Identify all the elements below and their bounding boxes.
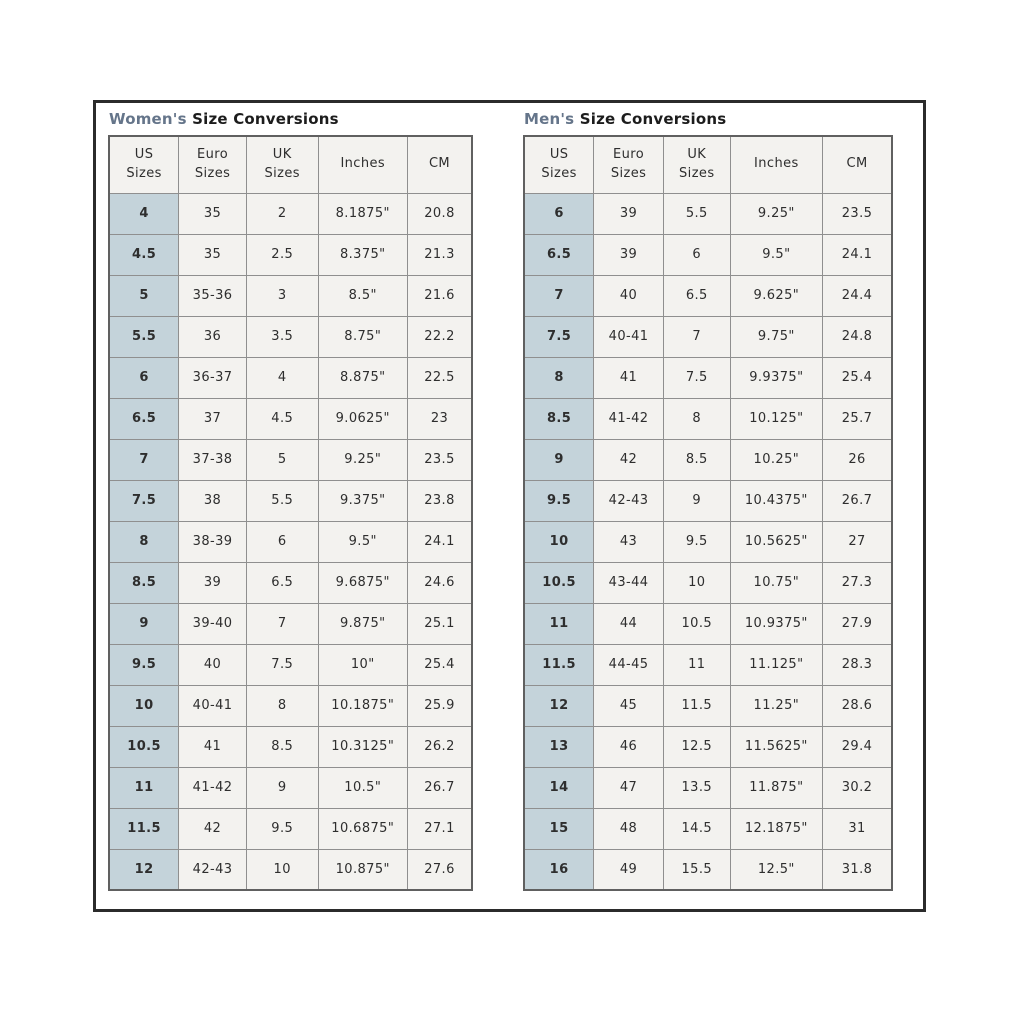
cell: 42	[594, 439, 664, 480]
cell: 9	[109, 603, 179, 644]
table-row	[109, 439, 472, 480]
cell: 16	[524, 849, 594, 890]
table-row	[109, 234, 472, 275]
cell: 39-40	[179, 603, 247, 644]
cell: 24.8	[823, 316, 892, 357]
cell: 10.5	[663, 603, 730, 644]
cell: 12.5"	[730, 849, 822, 890]
cell: 40	[179, 644, 247, 685]
cell: 28.3	[823, 644, 892, 685]
cell: 21.6	[408, 275, 473, 316]
cell: 9	[524, 439, 594, 480]
table-row	[524, 685, 892, 726]
table-row	[109, 685, 472, 726]
table-row	[109, 726, 472, 767]
womens-title-rest: Size Conversions	[186, 110, 339, 128]
cell: 10.5"	[318, 767, 407, 808]
column-header: Euro Sizes	[594, 136, 664, 193]
cell: 43-44	[594, 562, 664, 603]
cell: 8	[663, 398, 730, 439]
header-row	[109, 136, 472, 193]
cell: 10.1875"	[318, 685, 407, 726]
cell: 42-43	[594, 480, 664, 521]
cell: 35	[179, 193, 247, 234]
womens-table-header	[109, 136, 472, 193]
cell: 6	[663, 234, 730, 275]
cell: 36-37	[179, 357, 247, 398]
cell: 8	[246, 685, 318, 726]
column-header: CM	[408, 136, 473, 193]
cell: 4	[109, 193, 179, 234]
cell: 25.1	[408, 603, 473, 644]
cell: 11	[109, 767, 179, 808]
cell: 5	[246, 439, 318, 480]
cell: 27.9	[823, 603, 892, 644]
cell: 26.7	[823, 480, 892, 521]
cell: 24.1	[823, 234, 892, 275]
womens-size-table	[108, 135, 473, 891]
cell: 7.5	[663, 357, 730, 398]
cell: 9.25"	[318, 439, 407, 480]
cell: 7	[663, 316, 730, 357]
cell: 9.9375"	[730, 357, 822, 398]
cell: 23.8	[408, 480, 473, 521]
cell: 4.5	[109, 234, 179, 275]
table-row	[524, 808, 892, 849]
table-row	[109, 603, 472, 644]
cell: 10.875"	[318, 849, 407, 890]
cell: 7	[109, 439, 179, 480]
cell: 39	[594, 234, 664, 275]
cell: 10.4375"	[730, 480, 822, 521]
cell: 15	[524, 808, 594, 849]
table-row	[524, 193, 892, 234]
mens-size-table	[523, 135, 893, 891]
table-row	[524, 275, 892, 316]
cell: 45	[594, 685, 664, 726]
cell: 49	[594, 849, 664, 890]
cell: 8.375"	[318, 234, 407, 275]
mens-title-prefix: Men's	[524, 110, 575, 128]
cell: 9.5	[246, 808, 318, 849]
cell: 14.5	[663, 808, 730, 849]
cell: 12	[109, 849, 179, 890]
column-header: Euro Sizes	[179, 136, 247, 193]
cell: 10.125"	[730, 398, 822, 439]
cell: 20.8	[408, 193, 473, 234]
cell: 10.3125"	[318, 726, 407, 767]
cell: 10.5	[109, 726, 179, 767]
table-row	[524, 726, 892, 767]
table-row	[524, 439, 892, 480]
table-row	[524, 603, 892, 644]
cell: 11.5	[663, 685, 730, 726]
cell: 8	[109, 521, 179, 562]
cell: 44-45	[594, 644, 664, 685]
cell: 6.5	[109, 398, 179, 439]
cell: 9.5"	[730, 234, 822, 275]
cell: 42	[179, 808, 247, 849]
cell: 8.5"	[318, 275, 407, 316]
cell: 26	[823, 439, 892, 480]
cell: 5.5	[246, 480, 318, 521]
cell: 7.5	[109, 480, 179, 521]
cell: 15.5	[663, 849, 730, 890]
cell: 9.5	[524, 480, 594, 521]
cell: 9.75"	[730, 316, 822, 357]
cell: 13.5	[663, 767, 730, 808]
cell: 8.5	[524, 398, 594, 439]
womens-table-body	[109, 193, 472, 890]
conversion-chart-frame	[93, 100, 926, 912]
cell: 6.5	[246, 562, 318, 603]
cell: 43	[594, 521, 664, 562]
column-header: US Sizes	[524, 136, 594, 193]
cell: 6	[109, 357, 179, 398]
cell: 7.5	[246, 644, 318, 685]
cell: 10	[246, 849, 318, 890]
header-row	[524, 136, 892, 193]
cell: 8.5	[663, 439, 730, 480]
cell: 8.5	[109, 562, 179, 603]
cell: 9.25"	[730, 193, 822, 234]
cell: 4	[246, 357, 318, 398]
mens-size-section	[523, 110, 893, 891]
cell: 22.2	[408, 316, 473, 357]
table-row	[524, 480, 892, 521]
cell: 27.1	[408, 808, 473, 849]
cell: 11	[524, 603, 594, 644]
cell: 23.5	[823, 193, 892, 234]
cell: 8	[524, 357, 594, 398]
cell: 9.0625"	[318, 398, 407, 439]
cell: 7.5	[524, 316, 594, 357]
cell: 23.5	[408, 439, 473, 480]
cell: 10"	[318, 644, 407, 685]
cell: 10.5	[524, 562, 594, 603]
table-row	[524, 562, 892, 603]
table-row	[524, 521, 892, 562]
cell: 9.5	[109, 644, 179, 685]
cell: 21.3	[408, 234, 473, 275]
cell: 40	[594, 275, 664, 316]
cell: 39	[179, 562, 247, 603]
cell: 8.5	[246, 726, 318, 767]
table-row	[109, 644, 472, 685]
cell: 41-42	[594, 398, 664, 439]
table-row	[109, 357, 472, 398]
cell: 25.7	[823, 398, 892, 439]
cell: 11.125"	[730, 644, 822, 685]
cell: 9.6875"	[318, 562, 407, 603]
column-header: UK Sizes	[246, 136, 318, 193]
cell: 37	[179, 398, 247, 439]
cell: 40-41	[594, 316, 664, 357]
table-row	[109, 849, 472, 890]
cell: 12.1875"	[730, 808, 822, 849]
cell: 11.5	[524, 644, 594, 685]
cell: 9.875"	[318, 603, 407, 644]
cell: 28.6	[823, 685, 892, 726]
cell: 31	[823, 808, 892, 849]
cell: 7	[524, 275, 594, 316]
cell: 10.9375"	[730, 603, 822, 644]
cell: 26.2	[408, 726, 473, 767]
column-header: US Sizes	[109, 136, 179, 193]
cell: 10.6875"	[318, 808, 407, 849]
cell: 27.6	[408, 849, 473, 890]
cell: 24.1	[408, 521, 473, 562]
table-row	[109, 193, 472, 234]
mens-table-header	[524, 136, 892, 193]
cell: 8.875"	[318, 357, 407, 398]
cell: 3	[246, 275, 318, 316]
cell: 5	[109, 275, 179, 316]
cell: 40-41	[179, 685, 247, 726]
column-header: CM	[823, 136, 892, 193]
cell: 10	[663, 562, 730, 603]
mens-section-title	[524, 110, 893, 128]
cell: 5.5	[663, 193, 730, 234]
cell: 42-43	[179, 849, 247, 890]
cell: 35-36	[179, 275, 247, 316]
cell: 6.5	[663, 275, 730, 316]
table-row	[524, 644, 892, 685]
cell: 12	[524, 685, 594, 726]
cell: 27.3	[823, 562, 892, 603]
cell: 11.5	[109, 808, 179, 849]
cell: 2.5	[246, 234, 318, 275]
table-row	[109, 562, 472, 603]
cell: 11.5625"	[730, 726, 822, 767]
column-header: UK Sizes	[663, 136, 730, 193]
table-row	[524, 234, 892, 275]
table-row	[109, 808, 472, 849]
cell: 13	[524, 726, 594, 767]
table-row	[524, 849, 892, 890]
cell: 36	[179, 316, 247, 357]
cell: 41-42	[179, 767, 247, 808]
cell: 37-38	[179, 439, 247, 480]
table-row	[109, 521, 472, 562]
cell: 9	[246, 767, 318, 808]
cell: 38-39	[179, 521, 247, 562]
cell: 9	[663, 480, 730, 521]
cell: 9.5	[663, 521, 730, 562]
table-row	[109, 767, 472, 808]
cell: 24.6	[408, 562, 473, 603]
table-row	[524, 767, 892, 808]
cell: 25.9	[408, 685, 473, 726]
table-row	[109, 316, 472, 357]
mens-table-body	[524, 193, 892, 890]
cell: 12.5	[663, 726, 730, 767]
cell: 44	[594, 603, 664, 644]
table-row	[109, 480, 472, 521]
cell: 11.25"	[730, 685, 822, 726]
cell: 10	[524, 521, 594, 562]
cell: 47	[594, 767, 664, 808]
cell: 10	[109, 685, 179, 726]
cell: 41	[179, 726, 247, 767]
table-row	[524, 357, 892, 398]
cell: 26.7	[408, 767, 473, 808]
cell: 10.75"	[730, 562, 822, 603]
cell: 35	[179, 234, 247, 275]
cell: 6	[246, 521, 318, 562]
womens-section-title	[109, 110, 473, 128]
cell: 27	[823, 521, 892, 562]
cell: 11	[663, 644, 730, 685]
cell: 2	[246, 193, 318, 234]
table-row	[109, 275, 472, 316]
cell: 25.4	[408, 644, 473, 685]
cell: 5.5	[109, 316, 179, 357]
cell: 46	[594, 726, 664, 767]
mens-title-rest: Size Conversions	[574, 110, 727, 128]
table-row	[109, 398, 472, 439]
cell: 48	[594, 808, 664, 849]
womens-title-prefix: Women's	[109, 110, 187, 128]
column-header: Inches	[318, 136, 407, 193]
cell: 8.1875"	[318, 193, 407, 234]
cell: 9.5"	[318, 521, 407, 562]
cell: 23	[408, 398, 473, 439]
cell: 9.375"	[318, 480, 407, 521]
table-row	[524, 316, 892, 357]
cell: 38	[179, 480, 247, 521]
cell: 11.875"	[730, 767, 822, 808]
table-row	[524, 398, 892, 439]
cell: 9.625"	[730, 275, 822, 316]
cell: 6	[524, 193, 594, 234]
cell: 8.75"	[318, 316, 407, 357]
cell: 29.4	[823, 726, 892, 767]
cell: 14	[524, 767, 594, 808]
column-header: Inches	[730, 136, 822, 193]
cell: 3.5	[246, 316, 318, 357]
cell: 31.8	[823, 849, 892, 890]
cell: 6.5	[524, 234, 594, 275]
cell: 25.4	[823, 357, 892, 398]
cell: 10.5625"	[730, 521, 822, 562]
womens-size-section	[108, 110, 473, 891]
cell: 10.25"	[730, 439, 822, 480]
cell: 24.4	[823, 275, 892, 316]
cell: 39	[594, 193, 664, 234]
cell: 7	[246, 603, 318, 644]
cell: 22.5	[408, 357, 473, 398]
cell: 4.5	[246, 398, 318, 439]
cell: 41	[594, 357, 664, 398]
cell: 30.2	[823, 767, 892, 808]
